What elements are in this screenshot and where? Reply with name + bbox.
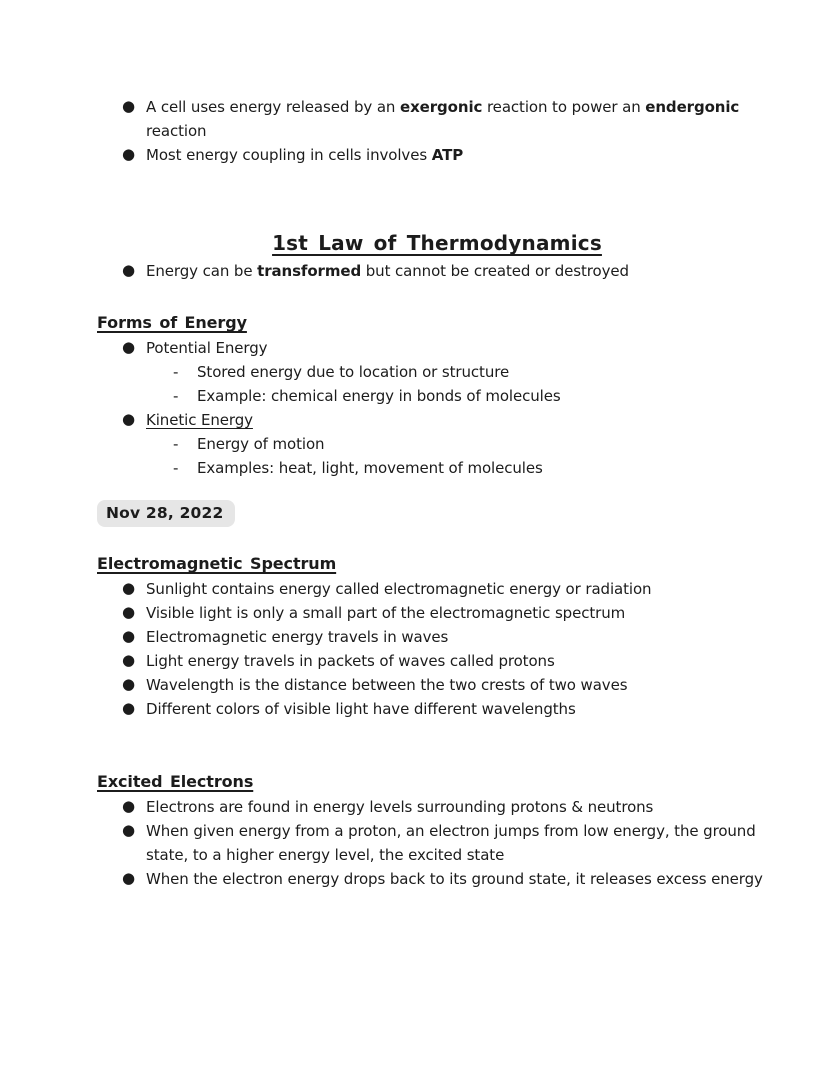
bullet-item xyxy=(97,625,777,649)
bullet-item xyxy=(97,819,777,867)
text-run: exergonic xyxy=(400,98,483,116)
text-line xyxy=(97,843,777,867)
text-run: transformed xyxy=(257,262,362,280)
date-pill xyxy=(97,500,235,527)
text-run: Example: chemical energy in bonds of molecules xyxy=(197,387,561,405)
section-heading xyxy=(97,310,777,336)
text-line xyxy=(97,673,777,697)
dash-marker: - xyxy=(173,459,179,477)
dash-marker: - xyxy=(173,387,179,405)
dash-marker: - xyxy=(173,435,179,453)
text-run: When given energy from a proton, an electron jumps from low energy, the ground xyxy=(146,822,756,840)
text-line xyxy=(97,649,777,673)
text-run: Wavelength is the distance between the two crests of two waves xyxy=(146,676,628,694)
bullet-item xyxy=(97,143,777,167)
text-run: Sunlight contains energy called electromagnetic energy or radiation xyxy=(146,580,652,598)
text-line xyxy=(97,577,777,601)
section-heading xyxy=(97,769,777,795)
bullet-item xyxy=(97,336,777,360)
text-line xyxy=(97,384,777,408)
text-line xyxy=(97,625,777,649)
text-run: but cannot be created or destroyed xyxy=(361,262,629,280)
bullet-item xyxy=(97,795,777,819)
text-run: Electrons are found in energy levels surrounding protons & neutrons xyxy=(146,798,654,816)
text-run: Visible light is only a small part of the electromagnetic spectrum xyxy=(146,604,626,622)
text-run: state, to a higher energy level, the excited state xyxy=(146,846,505,864)
text-line xyxy=(97,456,777,480)
bullet-item xyxy=(97,601,777,625)
bullet-item xyxy=(97,577,777,601)
text-line xyxy=(272,227,602,259)
text-line xyxy=(97,432,777,456)
date-highlight xyxy=(97,500,777,527)
text-run: Energy can be xyxy=(146,262,258,280)
text-run: Energy of motion xyxy=(197,435,325,453)
text-run: 1st Law of Thermodynamics xyxy=(272,231,602,255)
bullet-marker: ● xyxy=(122,699,135,717)
text-run: ATP xyxy=(431,146,464,164)
text-line xyxy=(97,143,777,167)
text-run: Excited Electrons xyxy=(97,772,254,791)
bullet-marker: ● xyxy=(122,797,135,815)
sub-bullet-item xyxy=(97,432,777,456)
text-line xyxy=(97,697,777,721)
section-heading xyxy=(97,551,777,577)
bullet-marker: ● xyxy=(122,651,135,669)
spacer xyxy=(97,527,777,551)
text-run: Potential Energy xyxy=(146,339,268,357)
text-run: Most energy coupling in cells involves xyxy=(146,146,432,164)
text-run: When the electron energy drops back to its ground state, it releases excess energy xyxy=(146,870,763,888)
text-run: reaction xyxy=(146,122,207,140)
text-run: Forms of Energy xyxy=(97,313,247,332)
bullet-marker: ● xyxy=(122,821,135,839)
text-line xyxy=(97,867,777,891)
sub-bullet-item xyxy=(97,456,777,480)
text-run: Kinetic Energy xyxy=(146,411,253,429)
spacer xyxy=(97,283,777,310)
text-run: Nov 28, 2022 xyxy=(106,504,224,522)
text-line xyxy=(97,119,777,143)
text-line xyxy=(97,360,777,384)
text-run: Different colors of visible light have different wavelengths xyxy=(146,700,576,718)
bullet-marker: ● xyxy=(122,410,135,428)
text-line xyxy=(97,795,777,819)
text-run: Electromagnetic Spectrum xyxy=(97,554,337,573)
text-run: A cell uses energy released by an xyxy=(146,98,400,116)
bullet-marker: ● xyxy=(122,97,135,115)
bullet-item xyxy=(97,649,777,673)
text-line xyxy=(97,601,777,625)
text-line xyxy=(97,500,777,527)
bullet-marker: ● xyxy=(122,869,135,887)
bullet-marker: ● xyxy=(122,338,135,356)
sub-bullet-item xyxy=(97,360,777,384)
bullet-item xyxy=(97,259,777,283)
bullet-marker: ● xyxy=(122,603,135,621)
text-line xyxy=(97,769,253,795)
bullet-marker: ● xyxy=(122,675,135,693)
bullet-item xyxy=(97,408,777,432)
text-line xyxy=(97,551,336,577)
bullet-item xyxy=(97,95,777,143)
text-line xyxy=(97,819,777,843)
spacer xyxy=(97,167,777,227)
page-title xyxy=(97,227,777,259)
text-line xyxy=(97,336,777,360)
text-line xyxy=(97,310,247,336)
text-run: Light energy travels in packets of waves called protons xyxy=(146,652,555,670)
bullet-marker: ● xyxy=(122,261,135,279)
bullet-item xyxy=(97,673,777,697)
text-line xyxy=(97,408,777,432)
document-body xyxy=(97,95,777,891)
text-run: reaction to power an xyxy=(482,98,646,116)
bullet-item xyxy=(97,867,777,891)
dash-marker: - xyxy=(173,363,179,381)
text-run: Examples: heat, light, movement of molecules xyxy=(197,459,543,477)
text-run: Stored energy due to location or structure xyxy=(197,363,510,381)
bullet-item xyxy=(97,697,777,721)
bullet-marker: ● xyxy=(122,145,135,163)
spacer xyxy=(97,721,777,769)
bullet-marker: ● xyxy=(122,627,135,645)
sub-bullet-item xyxy=(97,384,777,408)
bullet-marker: ● xyxy=(122,579,135,597)
text-run: Electromagnetic energy travels in waves xyxy=(146,628,449,646)
text-line xyxy=(97,95,777,119)
text-line xyxy=(97,259,777,283)
text-run: endergonic xyxy=(645,98,740,116)
spacer xyxy=(97,480,777,500)
